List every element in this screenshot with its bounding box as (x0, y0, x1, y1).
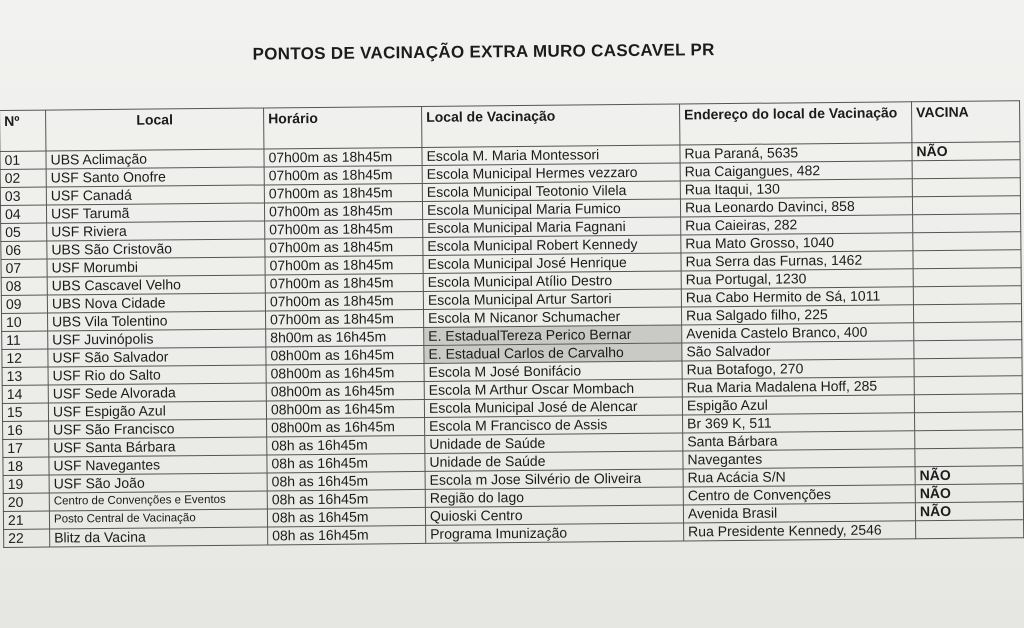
row-horario: 08h as 16h45m (267, 489, 425, 509)
row-vacina: NÃO (915, 466, 1023, 485)
row-vacina (913, 232, 1021, 251)
row-local-vacinacao: Escola Municipal Teotonio Vilela (422, 181, 680, 201)
row-local: Blitz da Vacina (50, 527, 268, 547)
row-endereco: Rua Portugal, 1230 (681, 269, 913, 289)
row-local: Posto Central de Vacinação (49, 509, 267, 529)
row-horario: 08h as 16h45m (267, 435, 425, 455)
row-endereco: Avenida Brasil (683, 503, 915, 523)
row-local-vacinacao: Escola M Arthur Oscar Mombach (424, 379, 682, 399)
row-number: 03 (0, 187, 46, 205)
row-number: 21 (3, 511, 49, 529)
row-endereco: Rua Cabo Hermito de Sá, 1011 (681, 287, 913, 307)
row-number: 13 (2, 367, 48, 385)
header-number: Nº (0, 110, 46, 151)
row-horario: 07h00m as 18h45m (265, 273, 423, 293)
row-local-vacinacao: Programa Imunização (426, 523, 684, 543)
row-number: 02 (0, 169, 46, 187)
row-endereco: Rua Maria Madalena Hoff, 285 (682, 377, 914, 397)
row-horario: 08h as 16h45m (267, 507, 425, 527)
row-vacina (915, 448, 1023, 467)
row-number: 06 (1, 241, 47, 259)
row-horario: 07h00m as 18h45m (265, 255, 423, 275)
row-endereco: Centro de Convenções (683, 485, 915, 505)
row-local-vacinacao: Escola Municipal Hermes vezzaro (422, 163, 680, 183)
row-local: UBS Cascavel Velho (47, 275, 265, 295)
row-vacina: NÃO (912, 142, 1020, 161)
row-vacina (913, 286, 1021, 305)
row-vacina (914, 322, 1022, 341)
row-horario: 07h00m as 18h45m (264, 201, 422, 221)
row-vacina: NÃO (915, 502, 1023, 521)
row-endereco: Rua Paraná, 5635 (680, 143, 912, 163)
row-local: UBS Vila Tolentino (48, 311, 266, 331)
row-number: 20 (3, 493, 49, 511)
row-endereco: São Salvador (682, 341, 914, 361)
row-local-vacinacao: Escola Municipal Atílio Destro (423, 271, 681, 291)
row-local-vacinacao: E. EstadualTereza Perico Bernar (424, 325, 682, 345)
row-number: 17 (3, 439, 49, 457)
row-endereco: Rua Caigangues, 482 (680, 161, 912, 181)
header-horario: Horário (264, 106, 422, 149)
row-local-vacinacao: Escola M Nicanor Schumacher (423, 307, 681, 327)
row-horario: 08h00m as 16h45m (266, 363, 424, 383)
row-vacina (913, 214, 1021, 233)
row-horario: 8h00m as 16h45m (266, 327, 424, 347)
row-horario: 07h00m as 18h45m (264, 183, 422, 203)
row-horario: 08h as 16h45m (267, 471, 425, 491)
row-horario: 08h00m as 16h45m (267, 417, 425, 437)
row-endereco: Rua Salgado filho, 225 (681, 305, 913, 325)
row-endereco: Rua Caieiras, 282 (681, 215, 913, 235)
row-endereco: Rua Leonardo Davinci, 858 (680, 197, 912, 217)
row-horario: 07h00m as 18h45m (265, 291, 423, 311)
row-local-vacinacao: Escola Municipal Maria Fumico (422, 199, 680, 219)
row-local: USF Navegantes (49, 455, 267, 475)
row-local-vacinacao: Escola Municipal Artur Sartori (423, 289, 681, 309)
row-horario: 07h00m as 18h45m (264, 147, 422, 167)
row-horario: 07h00m as 18h45m (265, 309, 423, 329)
row-local: USF Morumbi (47, 257, 265, 277)
header-endereco: Endereço do local de Vacinação (680, 102, 912, 145)
row-horario: 08h as 16h45m (267, 453, 425, 473)
row-number: 11 (2, 331, 48, 349)
row-horario: 08h00m as 16h45m (266, 399, 424, 419)
row-number: 18 (3, 457, 49, 475)
row-local: USF São Salvador (48, 347, 266, 367)
row-local: UBS Nova Cidade (47, 293, 265, 313)
row-number: 22 (4, 529, 50, 547)
header-local-vacinacao: Local de Vacinação (422, 104, 680, 147)
row-endereco: Rua Itaqui, 130 (680, 179, 912, 199)
row-number: 19 (3, 475, 49, 493)
row-horario: 07h00m as 18h45m (265, 237, 423, 257)
row-number: 08 (1, 277, 47, 295)
row-local: USF Riviera (47, 221, 265, 241)
row-local: Centro de Convenções e Eventos (49, 491, 267, 511)
row-number: 12 (2, 349, 48, 367)
row-local-vacinacao: Região do lago (425, 487, 683, 507)
row-horario: 08h as 16h45m (268, 525, 426, 545)
row-local: USF Espigão Azul (48, 401, 266, 421)
row-local: USF Juvinópolis (48, 329, 266, 349)
row-number: 05 (1, 223, 47, 241)
row-vacina (913, 250, 1021, 269)
row-number: 14 (2, 385, 48, 403)
row-local-vacinacao: Escola Municipal José de Alencar (424, 397, 682, 417)
row-local: USF São João (49, 473, 267, 493)
row-local-vacinacao: Escola m Jose Silvério de Oliveira (425, 469, 683, 489)
row-local-vacinacao: Unidade de Saúde (425, 451, 683, 471)
row-local: USF Santa Bárbara (49, 437, 267, 457)
row-endereco: Rua Acácia S/N (683, 467, 915, 487)
row-endereco: Rua Mato Grosso, 1040 (681, 233, 913, 253)
row-vacina (914, 358, 1022, 377)
row-endereco: Espigão Azul (682, 395, 914, 415)
row-local: USF Santo Onofre (46, 167, 264, 187)
row-local-vacinacao: Escola Municipal José Henrique (423, 253, 681, 273)
row-vacina (913, 268, 1021, 287)
row-number: 09 (1, 295, 47, 313)
row-number: 16 (3, 421, 49, 439)
row-local: UBS São Cristovão (47, 239, 265, 259)
row-local-vacinacao: Unidade de Saúde (425, 433, 683, 453)
row-endereco: Santa Bárbara (683, 431, 915, 451)
row-local: USF Canadá (46, 185, 264, 205)
row-vacina (912, 196, 1020, 215)
row-horario: 08h00m as 16h45m (266, 381, 424, 401)
row-vacina: NÃO (915, 484, 1023, 503)
row-local-vacinacao: Escola Municipal Robert Kennedy (423, 235, 681, 255)
row-horario: 07h00m as 18h45m (265, 219, 423, 239)
header-local: Local (46, 108, 264, 151)
row-horario: 08h00m as 16h45m (266, 345, 424, 365)
row-local: USF São Francisco (49, 419, 267, 439)
row-endereco: Navegantes (683, 449, 915, 469)
row-local-vacinacao: Escola M José Bonifácio (424, 361, 682, 381)
row-local: USF Tarumã (46, 203, 264, 223)
row-number: 01 (0, 151, 46, 169)
row-vacina (914, 394, 1022, 413)
row-vacina (913, 304, 1021, 323)
row-vacina (915, 430, 1023, 449)
row-endereco: Rua Presidente Kennedy, 2546 (684, 521, 916, 541)
row-vacina (914, 376, 1022, 395)
row-local-vacinacao: Quioski Centro (425, 505, 683, 525)
header-vacina: VACINA (912, 101, 1020, 143)
row-endereco: Rua Serra das Furnas, 1462 (681, 251, 913, 271)
row-vacina (916, 520, 1024, 539)
row-local: UBS Aclimação (46, 149, 264, 169)
row-local-vacinacao: E. Estadual Carlos de Carvalho (424, 343, 682, 363)
row-local-vacinacao: Escola M Francisco de Assis (425, 415, 683, 435)
row-local: USF Rio do Salto (48, 365, 266, 385)
row-endereco: Rua Botafogo, 270 (682, 359, 914, 379)
row-local-vacinacao: Escola Municipal Maria Fagnani (423, 217, 681, 237)
row-number: 07 (1, 259, 47, 277)
vaccination-points-table (0, 100, 1024, 548)
document-title: PONTOS DE VACINAÇÃO EXTRA MURO CASCAVEL PR (252, 40, 715, 64)
row-local: USF Sede Alvorada (48, 383, 266, 403)
row-number: 15 (2, 403, 48, 421)
row-vacina (914, 340, 1022, 359)
row-horario: 07h00m as 18h45m (264, 165, 422, 185)
row-number: 04 (0, 205, 46, 223)
row-endereco: Br 369 K, 511 (683, 413, 915, 433)
row-vacina (915, 412, 1023, 431)
row-local-vacinacao: Escola M. Maria Montessori (422, 145, 680, 165)
row-vacina (912, 160, 1020, 179)
row-number: 10 (2, 313, 48, 331)
row-endereco: Avenida Castelo Branco, 400 (682, 323, 914, 343)
row-vacina (912, 178, 1020, 197)
